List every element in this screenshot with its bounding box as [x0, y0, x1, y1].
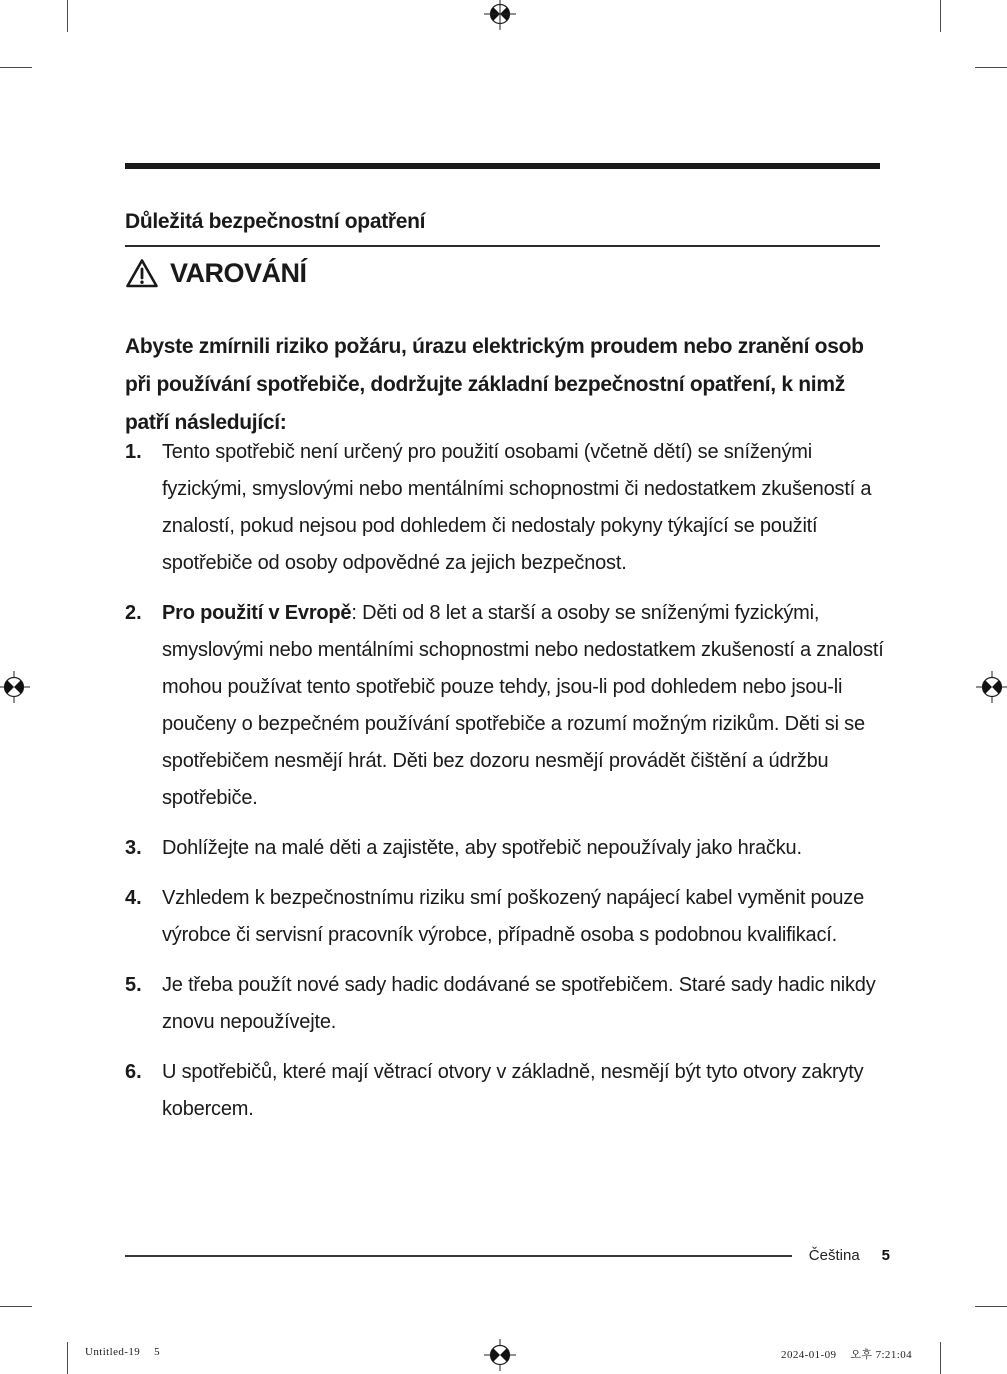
registration-mark-icon — [0, 671, 30, 703]
print-date: 2024-01-09 — [781, 1349, 837, 1361]
print-info-right — [781, 1346, 912, 1362]
crop-mark — [940, 1342, 941, 1374]
footer-rule — [125, 1255, 792, 1257]
print-time: 오후 7:21:04 — [850, 1349, 912, 1361]
registration-mark-icon — [976, 671, 1007, 703]
list-item — [125, 434, 889, 582]
list-item-text: Vzhledem k bezpečnostnímu riziku smí poškozený napájecí kabel vyměnit pouze výrobce či servisní pracovník výrobce, případně osoba s podobnou kvalifikací. — [162, 887, 865, 946]
section-heading: Důležitá bezpečnostní opatření — [125, 210, 880, 247]
list-item — [125, 830, 889, 867]
crop-mark — [0, 67, 32, 68]
list-item-text: U spotřebičů, které mají větrací otvory v základně, nesmějí být tyto otvory zakryty kobercem. — [162, 1061, 864, 1120]
registration-mark-icon — [484, 1339, 516, 1371]
print-info-left — [85, 1346, 160, 1358]
list-item-text: Je třeba použít nové sady hadic dodávané se spotřebičem. Staré sady hadic nikdy znovu nepoužívejte. — [162, 974, 876, 1033]
list-item — [125, 1054, 889, 1128]
crop-mark — [0, 1306, 32, 1307]
registration-mark-icon — [484, 0, 516, 30]
intro-paragraph: Abyste zmírnili riziko požáru, úrazu elektrickým proudem nebo zranění osob při používání spotřebiče, dodržujte základní bezpečnostní opatření, k nimž patří následující: — [125, 335, 864, 434]
list-item-number: 6. — [125, 1061, 142, 1083]
list-item — [125, 595, 889, 817]
list-item — [125, 967, 889, 1041]
print-sheet-number: 5 — [154, 1346, 161, 1358]
list-item-text: Tento spotřebič není určený pro použití osobami (včetně dětí) se sníženými fyzickými, smyslovými nebo mentálními schopnostmi či nedostatkem zkušeností a znalostí, pokud nejsou pod dohledem či nedostaly pokyny týkající se použití spotřebiče od osoby odpovědné za jejich bezpečnost. — [162, 441, 872, 574]
list-item-number: 4. — [125, 887, 142, 909]
crop-mark — [67, 0, 68, 32]
footer-language: Čeština — [808, 1247, 860, 1264]
list-item — [125, 880, 889, 954]
crop-mark — [975, 67, 1007, 68]
top-rule — [125, 163, 880, 169]
list-item-number: 5. — [125, 974, 142, 996]
crop-mark — [940, 0, 941, 32]
list-item-text: Dohlížejte na malé děti a zajistěte, aby spotřebič nepoužívaly jako hračku. — [162, 837, 802, 859]
warning-header — [125, 258, 307, 289]
list-item-number: 1. — [125, 441, 142, 463]
list-item-number: 3. — [125, 837, 142, 859]
page-footer — [125, 1247, 890, 1264]
crop-mark — [975, 1306, 1007, 1307]
warning-triangle-icon — [125, 258, 159, 289]
print-file-name: Untitled-19 — [85, 1346, 141, 1358]
warning-title: VAROVÁNÍ — [170, 258, 307, 288]
list-item-text: Pro použití v Evropě: Děti od 8 let a starší a osoby se sníženými fyzickými, smyslovými nebo mentálními schopnostmi nebo nedostatkem zkušeností a znalostí mohou používat tento spotřebič pouze tehdy, jsou-li pod dohledem nebo jsou-li poučeny o bezpečném používání spotřebiče a rozumí možným rizikům. Děti si se spotřebičem nesmějí hrát. Děti bez dozoru nesmějí provádět čištění a údržbu spotřebiče. — [162, 602, 884, 809]
page-number: 5 — [881, 1247, 890, 1264]
crop-mark — [67, 1342, 68, 1374]
list-item-number: 2. — [125, 602, 142, 624]
safety-list — [125, 434, 889, 1141]
